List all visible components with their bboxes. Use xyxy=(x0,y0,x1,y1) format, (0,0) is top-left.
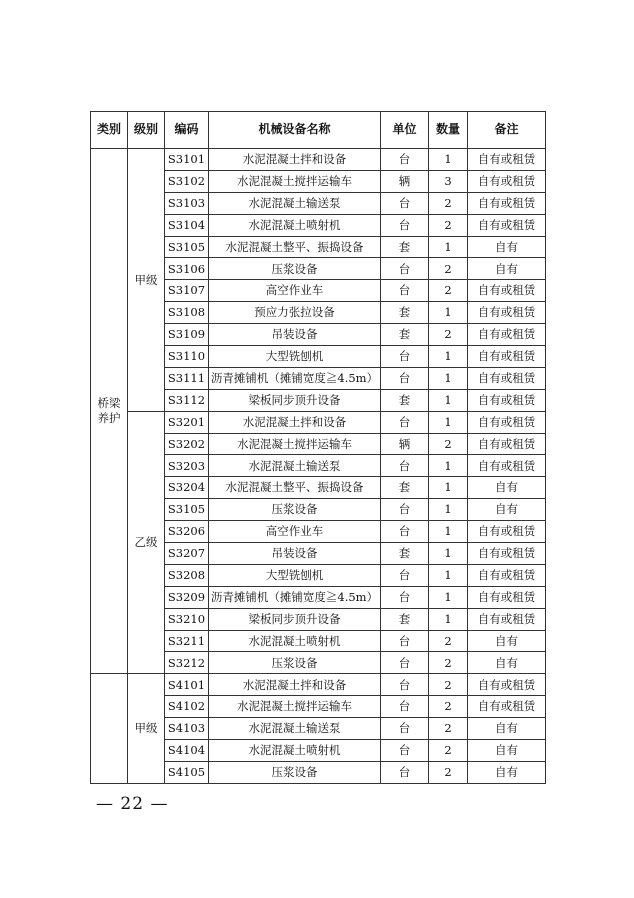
equipment-name-cell: 沥青摊铺机（摊铺宽度≧4.5m） xyxy=(209,367,381,389)
remark-cell: 自有或租赁 xyxy=(468,170,546,192)
column-header: 单位 xyxy=(381,112,429,149)
unit-cell: 台 xyxy=(381,586,429,608)
quantity-cell: 1 xyxy=(429,302,468,324)
equipment-name-cell: 水泥混凝土喷射机 xyxy=(209,740,381,762)
equipment-code-cell: S3109 xyxy=(165,324,209,346)
remark-cell: 自有 xyxy=(468,258,546,280)
quantity-cell: 1 xyxy=(429,608,468,630)
unit-cell: 台 xyxy=(381,346,429,368)
remark-cell: 自有或租赁 xyxy=(468,608,546,630)
quantity-cell: 2 xyxy=(429,280,468,302)
quantity-cell: 1 xyxy=(429,521,468,543)
unit-cell: 台 xyxy=(381,630,429,652)
quantity-cell: 1 xyxy=(429,411,468,433)
equipment-name-cell: 压浆设备 xyxy=(209,258,381,280)
equipment-name-cell: 预应力张拉设备 xyxy=(209,302,381,324)
page-number: — 22 — xyxy=(96,794,169,814)
unit-cell: 套 xyxy=(381,324,429,346)
remark-cell: 自有或租赁 xyxy=(468,280,546,302)
quantity-cell: 3 xyxy=(429,170,468,192)
remark-cell: 自有 xyxy=(468,718,546,740)
quantity-cell: 2 xyxy=(429,258,468,280)
equipment-name-cell: 沥青摊铺机（摊铺宽度≧4.5m） xyxy=(209,586,381,608)
equipment-name-cell: 大型铣刨机 xyxy=(209,564,381,586)
equipment-name-cell: 压浆设备 xyxy=(209,652,381,674)
quantity-cell: 2 xyxy=(429,192,468,214)
equipment-name-cell: 水泥混凝土搅拌运输车 xyxy=(209,433,381,455)
quantity-cell: 2 xyxy=(429,433,468,455)
category-text: 养护 xyxy=(97,411,121,426)
table-row xyxy=(91,411,546,433)
unit-cell: 套 xyxy=(381,389,429,411)
equipment-name-cell: 水泥混凝土搅拌运输车 xyxy=(209,170,381,192)
table-row xyxy=(91,149,546,171)
quantity-cell: 2 xyxy=(429,324,468,346)
remark-cell: 自有或租赁 xyxy=(468,389,546,411)
equipment-code-cell: S3202 xyxy=(165,433,209,455)
unit-cell: 台 xyxy=(381,258,429,280)
remark-cell: 自有或租赁 xyxy=(468,192,546,214)
equipment-code-cell: S3201 xyxy=(165,411,209,433)
equipment-code-cell: S3105 xyxy=(165,236,209,258)
remark-cell: 自有 xyxy=(468,236,546,258)
equipment-code-cell: S3105 xyxy=(165,499,209,521)
equipment-name-cell: 高空作业车 xyxy=(209,521,381,543)
remark-cell: 自有或租赁 xyxy=(468,433,546,455)
quantity-cell: 2 xyxy=(429,696,468,718)
table-body xyxy=(91,149,546,784)
column-header: 备注 xyxy=(468,112,546,149)
remark-cell: 自有 xyxy=(468,652,546,674)
equipment-name-cell: 高空作业车 xyxy=(209,280,381,302)
equipment-code-cell: S3210 xyxy=(165,608,209,630)
equipment-code-cell: S3112 xyxy=(165,389,209,411)
equipment-table xyxy=(90,111,546,784)
column-header: 数量 xyxy=(429,112,468,149)
equipment-code-cell: S3209 xyxy=(165,586,209,608)
quantity-cell: 1 xyxy=(429,586,468,608)
unit-cell: 台 xyxy=(381,192,429,214)
quantity-cell: 1 xyxy=(429,149,468,171)
category-cell xyxy=(91,674,128,783)
equipment-code-cell: S3101 xyxy=(165,149,209,171)
unit-cell: 台 xyxy=(381,214,429,236)
equipment-code-cell: S3107 xyxy=(165,280,209,302)
equipment-code-cell: S3104 xyxy=(165,214,209,236)
equipment-code-cell: S4103 xyxy=(165,718,209,740)
quantity-cell: 2 xyxy=(429,740,468,762)
quantity-cell: 2 xyxy=(429,674,468,696)
equipment-code-cell: S4105 xyxy=(165,761,209,783)
equipment-name-cell: 水泥混凝土整平、振捣设备 xyxy=(209,236,381,258)
column-header: 机械设备名称 xyxy=(209,112,381,149)
equipment-name-cell: 水泥混凝土拌和设备 xyxy=(209,149,381,171)
equipment-name-cell: 吊装设备 xyxy=(209,543,381,565)
equipment-name-cell: 大型铣刨机 xyxy=(209,346,381,368)
level-cell: 甲级 xyxy=(128,674,165,783)
equipment-code-cell: S3204 xyxy=(165,477,209,499)
quantity-cell: 1 xyxy=(429,499,468,521)
unit-cell: 套 xyxy=(381,302,429,324)
remark-cell: 自有或租赁 xyxy=(468,455,546,477)
unit-cell: 台 xyxy=(381,411,429,433)
equipment-name-cell: 压浆设备 xyxy=(209,499,381,521)
equipment-name-cell: 吊装设备 xyxy=(209,324,381,346)
equipment-code-cell: S3211 xyxy=(165,630,209,652)
column-header: 类别 xyxy=(91,112,128,149)
unit-cell: 台 xyxy=(381,521,429,543)
equipment-code-cell: S3111 xyxy=(165,367,209,389)
unit-cell: 套 xyxy=(381,543,429,565)
equipment-code-cell: S4101 xyxy=(165,674,209,696)
equipment-code-cell: S3206 xyxy=(165,521,209,543)
unit-cell: 台 xyxy=(381,674,429,696)
equipment-code-cell: S3207 xyxy=(165,543,209,565)
quantity-cell: 1 xyxy=(429,367,468,389)
remark-cell: 自有或租赁 xyxy=(468,302,546,324)
equipment-name-cell: 水泥混凝土拌和设备 xyxy=(209,411,381,433)
quantity-cell: 2 xyxy=(429,652,468,674)
unit-cell: 台 xyxy=(381,149,429,171)
equipment-code-cell: S3208 xyxy=(165,564,209,586)
unit-cell: 辆 xyxy=(381,170,429,192)
unit-cell: 台 xyxy=(381,718,429,740)
quantity-cell: 1 xyxy=(429,455,468,477)
equipment-name-cell: 梁板同步顶升设备 xyxy=(209,608,381,630)
quantity-cell: 1 xyxy=(429,543,468,565)
category-text: 桥梁 xyxy=(97,395,121,410)
remark-cell: 自有或租赁 xyxy=(468,324,546,346)
remark-cell: 自有 xyxy=(468,761,546,783)
unit-cell: 台 xyxy=(381,761,429,783)
remark-cell: 自有或租赁 xyxy=(468,543,546,565)
unit-cell: 台 xyxy=(381,564,429,586)
remark-cell: 自有或租赁 xyxy=(468,346,546,368)
remark-cell: 自有或租赁 xyxy=(468,564,546,586)
unit-cell: 台 xyxy=(381,280,429,302)
equipment-code-cell: S3203 xyxy=(165,455,209,477)
unit-cell: 台 xyxy=(381,499,429,521)
remark-cell: 自有 xyxy=(468,740,546,762)
unit-cell: 台 xyxy=(381,740,429,762)
equipment-code-cell: S3108 xyxy=(165,302,209,324)
quantity-cell: 2 xyxy=(429,761,468,783)
quantity-cell: 1 xyxy=(429,389,468,411)
unit-cell: 套 xyxy=(381,477,429,499)
header-row xyxy=(91,112,546,149)
column-header: 级别 xyxy=(128,112,165,149)
remark-cell: 自有或租赁 xyxy=(468,674,546,696)
remark-cell: 自有或租赁 xyxy=(468,521,546,543)
equipment-name-cell: 压浆设备 xyxy=(209,761,381,783)
equipment-code-cell: S3106 xyxy=(165,258,209,280)
unit-cell: 台 xyxy=(381,367,429,389)
equipment-name-cell: 水泥混凝土搅拌运输车 xyxy=(209,696,381,718)
remark-cell: 自有或租赁 xyxy=(468,411,546,433)
equipment-code-cell: S4104 xyxy=(165,740,209,762)
equipment-code-cell: S3102 xyxy=(165,170,209,192)
table-row xyxy=(91,674,546,696)
equipment-code-cell: S4102 xyxy=(165,696,209,718)
equipment-name-cell: 水泥混凝土输送泵 xyxy=(209,718,381,740)
equipment-code-cell: S3212 xyxy=(165,652,209,674)
quantity-cell: 1 xyxy=(429,564,468,586)
equipment-name-cell: 水泥混凝土喷射机 xyxy=(209,214,381,236)
equipment-name-cell: 水泥混凝土输送泵 xyxy=(209,455,381,477)
remark-cell: 自有或租赁 xyxy=(468,149,546,171)
table-header xyxy=(91,112,546,149)
remark-cell: 自有 xyxy=(468,499,546,521)
unit-cell: 套 xyxy=(381,236,429,258)
quantity-cell: 2 xyxy=(429,630,468,652)
column-header: 编码 xyxy=(165,112,209,149)
remark-cell: 自有 xyxy=(468,630,546,652)
equipment-name-cell: 水泥混凝土输送泵 xyxy=(209,192,381,214)
equipment-code-cell: S3103 xyxy=(165,192,209,214)
equipment-name-cell: 水泥混凝土拌和设备 xyxy=(209,674,381,696)
quantity-cell: 1 xyxy=(429,236,468,258)
level-cell: 甲级 xyxy=(128,149,165,412)
unit-cell: 台 xyxy=(381,652,429,674)
remark-cell: 自有 xyxy=(468,477,546,499)
unit-cell: 套 xyxy=(381,608,429,630)
level-cell: 乙级 xyxy=(128,411,165,674)
category-cell xyxy=(91,149,128,674)
remark-cell: 自有或租赁 xyxy=(468,586,546,608)
unit-cell: 台 xyxy=(381,696,429,718)
remark-cell: 自有或租赁 xyxy=(468,214,546,236)
quantity-cell: 2 xyxy=(429,718,468,740)
equipment-name-cell: 梁板同步顶升设备 xyxy=(209,389,381,411)
equipment-code-cell: S3110 xyxy=(165,346,209,368)
unit-cell: 辆 xyxy=(381,433,429,455)
quantity-cell: 2 xyxy=(429,214,468,236)
unit-cell: 台 xyxy=(381,455,429,477)
quantity-cell: 1 xyxy=(429,477,468,499)
equipment-name-cell: 水泥混凝土喷射机 xyxy=(209,630,381,652)
quantity-cell: 1 xyxy=(429,346,468,368)
equipment-name-cell: 水泥混凝土整平、振捣设备 xyxy=(209,477,381,499)
remark-cell: 自有或租赁 xyxy=(468,696,546,718)
remark-cell: 自有或租赁 xyxy=(468,367,546,389)
